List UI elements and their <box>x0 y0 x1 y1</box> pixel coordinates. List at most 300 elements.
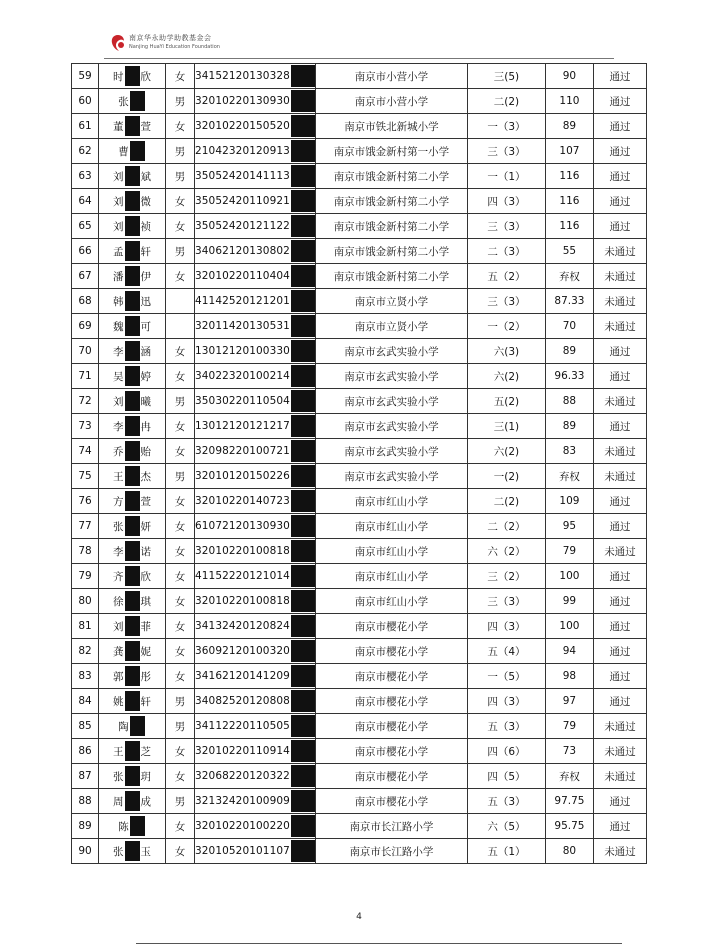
id-redaction <box>291 215 315 237</box>
score: 109 <box>545 489 593 514</box>
name-given: 妍 <box>140 520 151 533</box>
id-redaction <box>291 815 315 837</box>
result-status: 通过 <box>593 664 646 689</box>
name-surname: 潘 <box>113 270 124 283</box>
row-number: 65 <box>72 214 99 239</box>
grade-class: 五（4） <box>467 639 545 664</box>
student-name <box>99 339 166 364</box>
table-row <box>72 264 647 289</box>
score: 55 <box>545 239 593 264</box>
result-status: 通过 <box>593 189 646 214</box>
table-row <box>72 689 647 714</box>
grade-class: 六（5） <box>467 814 545 839</box>
student-name <box>99 189 166 214</box>
school-name: 南京市立贤小学 <box>315 314 467 339</box>
student-name <box>99 114 166 139</box>
id-prefix: 34112220110505 <box>195 720 290 732</box>
row-number: 67 <box>72 264 99 289</box>
id-prefix: 32010220100818 <box>195 595 290 607</box>
student-name <box>99 839 166 864</box>
school-name: 南京市樱花小学 <box>315 789 467 814</box>
grade-class: 三(5) <box>467 64 545 89</box>
table-row <box>72 664 647 689</box>
grade-class: 五(2) <box>467 389 545 414</box>
id-prefix: 35052420141113 <box>195 170 290 182</box>
table-row <box>72 364 647 389</box>
id-number <box>195 89 316 114</box>
result-status: 通过 <box>593 339 646 364</box>
gender: 女 <box>166 414 195 439</box>
result-status: 未通过 <box>593 464 646 489</box>
id-redaction <box>291 415 315 437</box>
id-prefix: 34162120141209 <box>195 670 290 682</box>
gender: 女 <box>166 739 195 764</box>
grade-class: 三（3） <box>467 214 545 239</box>
student-name <box>99 639 166 664</box>
school-name: 南京市樱花小学 <box>315 639 467 664</box>
name-surname: 吴 <box>113 370 124 383</box>
grade-class: 六(2) <box>467 439 545 464</box>
name-surname: 董 <box>113 120 124 133</box>
score: 116 <box>545 164 593 189</box>
table-row <box>72 239 647 264</box>
student-name <box>99 314 166 339</box>
row-number: 71 <box>72 364 99 389</box>
name-surname: 张 <box>113 845 124 858</box>
table-row <box>72 814 647 839</box>
score: 79 <box>545 539 593 564</box>
name-given: 轩 <box>140 245 151 258</box>
id-number <box>195 239 316 264</box>
name-given: 萱 <box>140 120 151 133</box>
id-redaction <box>291 265 315 287</box>
name-redaction <box>125 466 140 486</box>
name-given: 芝 <box>140 745 151 758</box>
name-redaction <box>125 216 140 236</box>
student-name <box>99 564 166 589</box>
id-prefix: 41152220121014 <box>195 570 290 582</box>
name-redaction <box>125 591 140 611</box>
score: 89 <box>545 114 593 139</box>
row-number: 68 <box>72 289 99 314</box>
name-surname: 张 <box>113 520 124 533</box>
score: 弃权 <box>545 264 593 289</box>
id-redaction <box>291 340 315 362</box>
name-redaction <box>125 666 140 686</box>
name-redaction <box>125 491 140 511</box>
name-given: 婷 <box>140 370 151 383</box>
grade-class: 一（3） <box>467 114 545 139</box>
id-number <box>195 539 316 564</box>
gender: 女 <box>166 814 195 839</box>
grade-class: 一（2） <box>467 314 545 339</box>
id-redaction <box>291 515 315 537</box>
table-row <box>72 139 647 164</box>
grade-class: 二（2） <box>467 514 545 539</box>
id-number <box>195 464 316 489</box>
score: 107 <box>545 139 593 164</box>
id-redaction <box>291 765 315 787</box>
name-surname: 陈 <box>118 820 129 833</box>
grade-class: 三（2） <box>467 564 545 589</box>
row-number: 83 <box>72 664 99 689</box>
id-prefix: 35052420110921 <box>195 195 290 207</box>
name-redaction <box>125 191 140 211</box>
name-surname: 李 <box>113 420 124 433</box>
grade-class: 六（2） <box>467 539 545 564</box>
result-status: 通过 <box>593 114 646 139</box>
gender: 女 <box>166 764 195 789</box>
student-name <box>99 714 166 739</box>
id-redaction <box>291 440 315 462</box>
name-redaction <box>125 766 140 786</box>
name-given: 菲 <box>140 620 151 633</box>
grade-class: 三（3） <box>467 139 545 164</box>
name-surname: 李 <box>113 345 124 358</box>
gender <box>166 289 195 314</box>
id-number <box>195 489 316 514</box>
id-prefix: 13012120100330 <box>195 345 290 357</box>
name-redaction <box>125 166 140 186</box>
row-number: 86 <box>72 739 99 764</box>
grade-class: 五（3） <box>467 789 545 814</box>
name-surname: 刘 <box>113 395 124 408</box>
student-name <box>99 489 166 514</box>
id-number <box>195 439 316 464</box>
name-given: 诺 <box>140 545 151 558</box>
student-name <box>99 164 166 189</box>
score: 弃权 <box>545 764 593 789</box>
row-number: 79 <box>72 564 99 589</box>
row-number: 82 <box>72 639 99 664</box>
name-redaction <box>125 841 140 861</box>
row-number: 85 <box>72 714 99 739</box>
student-name <box>99 689 166 714</box>
name-redaction <box>125 566 140 586</box>
school-name: 南京市饿金新村第二小学 <box>315 239 467 264</box>
id-redaction <box>291 740 315 762</box>
name-given: 可 <box>140 320 151 333</box>
name-surname: 王 <box>113 745 124 758</box>
grade-class: 四（6） <box>467 739 545 764</box>
score: 116 <box>545 189 593 214</box>
id-redaction <box>291 465 315 487</box>
grade-class: 一(2) <box>467 464 545 489</box>
gender: 女 <box>166 214 195 239</box>
school-name: 南京市红山小学 <box>315 564 467 589</box>
school-name: 南京市铁北新城小学 <box>315 114 467 139</box>
score: 110 <box>545 89 593 114</box>
name-given: 曦 <box>140 395 151 408</box>
gender: 男 <box>166 139 195 164</box>
name-surname: 魏 <box>113 320 124 333</box>
student-name <box>99 789 166 814</box>
name-given: 冉 <box>140 420 151 433</box>
footer-divider <box>136 943 622 944</box>
school-name: 南京市小营小学 <box>315 64 467 89</box>
page-header <box>110 32 630 60</box>
grade-class: 二（3） <box>467 239 545 264</box>
name-given: 杰 <box>140 470 151 483</box>
student-name <box>99 414 166 439</box>
row-number: 84 <box>72 689 99 714</box>
id-redaction <box>291 115 315 137</box>
school-name: 南京市红山小学 <box>315 514 467 539</box>
row-number: 73 <box>72 414 99 439</box>
score: 89 <box>545 414 593 439</box>
id-number <box>195 364 316 389</box>
name-given: 萱 <box>140 495 151 508</box>
id-number <box>195 564 316 589</box>
result-status: 通过 <box>593 414 646 439</box>
school-name: 南京市樱花小学 <box>315 764 467 789</box>
gender: 男 <box>166 464 195 489</box>
school-name: 南京市饿金新村第一小学 <box>315 139 467 164</box>
id-redaction <box>291 65 315 87</box>
id-redaction <box>291 140 315 162</box>
id-prefix: 34022320100214 <box>195 370 290 382</box>
page-number: 4 <box>356 912 362 922</box>
id-prefix: 35052420121122 <box>195 220 290 232</box>
school-name: 南京市红山小学 <box>315 489 467 514</box>
id-redaction <box>291 840 315 862</box>
name-surname: 李 <box>113 545 124 558</box>
name-redaction <box>130 141 145 161</box>
school-name: 南京市饿金新村第二小学 <box>315 264 467 289</box>
name-given: 成 <box>140 795 151 808</box>
student-name <box>99 514 166 539</box>
row-number: 69 <box>72 314 99 339</box>
row-number: 78 <box>72 539 99 564</box>
table-row <box>72 839 647 864</box>
student-name <box>99 89 166 114</box>
table-row <box>72 489 647 514</box>
id-redaction <box>291 490 315 512</box>
table-row <box>72 314 647 339</box>
name-redaction <box>125 541 140 561</box>
grade-class: 五（1） <box>467 839 545 864</box>
id-redaction <box>291 365 315 387</box>
id-prefix: 32011420130531 <box>195 320 290 332</box>
id-prefix: 32010220130930 <box>195 95 290 107</box>
id-number <box>195 664 316 689</box>
row-number: 80 <box>72 589 99 614</box>
table-row <box>72 64 647 89</box>
id-number <box>195 64 316 89</box>
result-status: 通过 <box>593 589 646 614</box>
student-name <box>99 214 166 239</box>
name-surname: 孟 <box>113 245 124 258</box>
id-prefix: 32010220100818 <box>195 545 290 557</box>
result-status: 未通过 <box>593 239 646 264</box>
id-number <box>195 589 316 614</box>
id-redaction <box>291 390 315 412</box>
score: 100 <box>545 614 593 639</box>
id-number <box>195 164 316 189</box>
id-prefix: 32132420100909 <box>195 795 290 807</box>
foundation-name-cn: 南京华永助学助教基金会 <box>129 34 212 42</box>
school-name: 南京市红山小学 <box>315 539 467 564</box>
student-name <box>99 364 166 389</box>
school-name: 南京市樱花小学 <box>315 664 467 689</box>
id-redaction <box>291 690 315 712</box>
name-redaction <box>125 266 140 286</box>
id-prefix: 32010520101107 <box>195 845 290 857</box>
gender: 男 <box>166 714 195 739</box>
student-name <box>99 239 166 264</box>
id-number <box>195 639 316 664</box>
name-surname: 姚 <box>113 695 124 708</box>
id-prefix: 32010220110404 <box>195 270 290 282</box>
name-surname: 时 <box>113 70 124 83</box>
grade-class: 四（3） <box>467 614 545 639</box>
table-row <box>72 739 647 764</box>
name-redaction <box>125 66 140 86</box>
name-surname: 徐 <box>113 595 124 608</box>
table-body <box>72 64 647 864</box>
id-prefix: 32098220100721 <box>195 445 290 457</box>
grade-class: 五（2） <box>467 264 545 289</box>
name-redaction <box>125 441 140 461</box>
school-name: 南京市樱花小学 <box>315 614 467 639</box>
name-redaction <box>130 716 145 736</box>
table-row <box>72 764 647 789</box>
id-prefix: 32068220120322 <box>195 770 290 782</box>
gender: 男 <box>166 239 195 264</box>
student-name <box>99 764 166 789</box>
school-name: 南京市玄武实验小学 <box>315 439 467 464</box>
name-surname: 龚 <box>113 645 124 658</box>
student-name <box>99 614 166 639</box>
row-number: 87 <box>72 764 99 789</box>
score: 弃权 <box>545 464 593 489</box>
name-given: 迅 <box>140 295 151 308</box>
score: 89 <box>545 339 593 364</box>
name-redaction <box>125 791 140 811</box>
result-status: 通过 <box>593 789 646 814</box>
id-number <box>195 389 316 414</box>
id-prefix: 13012120121217 <box>195 420 290 432</box>
row-number: 72 <box>72 389 99 414</box>
name-given: 彤 <box>140 670 151 683</box>
table-row <box>72 589 647 614</box>
name-redaction <box>125 391 140 411</box>
row-number: 62 <box>72 139 99 164</box>
id-number <box>195 814 316 839</box>
grade-class: 三(1) <box>467 414 545 439</box>
gender: 女 <box>166 589 195 614</box>
row-number: 63 <box>72 164 99 189</box>
school-name: 南京市玄武实验小学 <box>315 414 467 439</box>
student-name <box>99 539 166 564</box>
table-row <box>72 389 647 414</box>
result-status: 通过 <box>593 814 646 839</box>
name-surname: 周 <box>113 795 124 808</box>
result-status: 通过 <box>593 139 646 164</box>
name-given: 妮 <box>140 645 151 658</box>
name-surname: 王 <box>113 470 124 483</box>
student-name <box>99 289 166 314</box>
name-redaction <box>125 641 140 661</box>
table-row <box>72 189 647 214</box>
school-name: 南京市饿金新村第二小学 <box>315 164 467 189</box>
school-name: 南京市玄武实验小学 <box>315 364 467 389</box>
table-row <box>72 464 647 489</box>
name-surname: 乔 <box>113 445 124 458</box>
result-status: 通过 <box>593 489 646 514</box>
id-redaction <box>291 665 315 687</box>
row-number: 60 <box>72 89 99 114</box>
score: 79 <box>545 714 593 739</box>
result-status: 通过 <box>593 689 646 714</box>
school-name: 南京市小营小学 <box>315 89 467 114</box>
name-redaction <box>125 341 140 361</box>
id-prefix: 34152120130328 <box>195 70 290 82</box>
table-row <box>72 289 647 314</box>
table-row <box>72 214 647 239</box>
result-status: 未通过 <box>593 739 646 764</box>
row-number: 59 <box>72 64 99 89</box>
grade-class: 四（5） <box>467 764 545 789</box>
grade-class: 一（1） <box>467 164 545 189</box>
score: 99 <box>545 589 593 614</box>
id-redaction <box>291 790 315 812</box>
school-name: 南京市立贤小学 <box>315 289 467 314</box>
name-given: 琪 <box>140 595 151 608</box>
score: 98 <box>545 664 593 689</box>
gender: 女 <box>166 639 195 664</box>
id-redaction <box>291 615 315 637</box>
name-surname: 陶 <box>118 720 129 733</box>
grade-class: 五（3） <box>467 714 545 739</box>
score: 87.33 <box>545 289 593 314</box>
id-prefix: 34082520120808 <box>195 695 290 707</box>
grade-class: 二(2) <box>467 89 545 114</box>
name-given: 轩 <box>140 695 151 708</box>
row-number: 90 <box>72 839 99 864</box>
score: 96.33 <box>545 364 593 389</box>
name-surname: 张 <box>113 770 124 783</box>
name-surname: 郭 <box>113 670 124 683</box>
id-redaction <box>291 565 315 587</box>
table-row <box>72 614 647 639</box>
header-divider <box>104 58 614 59</box>
row-number: 81 <box>72 614 99 639</box>
gender: 女 <box>166 614 195 639</box>
id-redaction <box>291 315 315 337</box>
result-status: 未通过 <box>593 539 646 564</box>
table-row <box>72 439 647 464</box>
score: 80 <box>545 839 593 864</box>
result-status: 未通过 <box>593 264 646 289</box>
name-given: 祯 <box>140 220 151 233</box>
result-status: 未通过 <box>593 764 646 789</box>
grade-class: 三（3） <box>467 289 545 314</box>
score: 95.75 <box>545 814 593 839</box>
name-given: 玥 <box>140 770 151 783</box>
name-given: 涵 <box>140 345 151 358</box>
id-prefix: 34132420120824 <box>195 620 290 632</box>
table-row <box>72 89 647 114</box>
id-number <box>195 839 316 864</box>
score: 94 <box>545 639 593 664</box>
name-redaction <box>125 366 140 386</box>
result-status: 通过 <box>593 614 646 639</box>
gender <box>166 314 195 339</box>
row-number: 75 <box>72 464 99 489</box>
score: 73 <box>545 739 593 764</box>
score: 100 <box>545 564 593 589</box>
